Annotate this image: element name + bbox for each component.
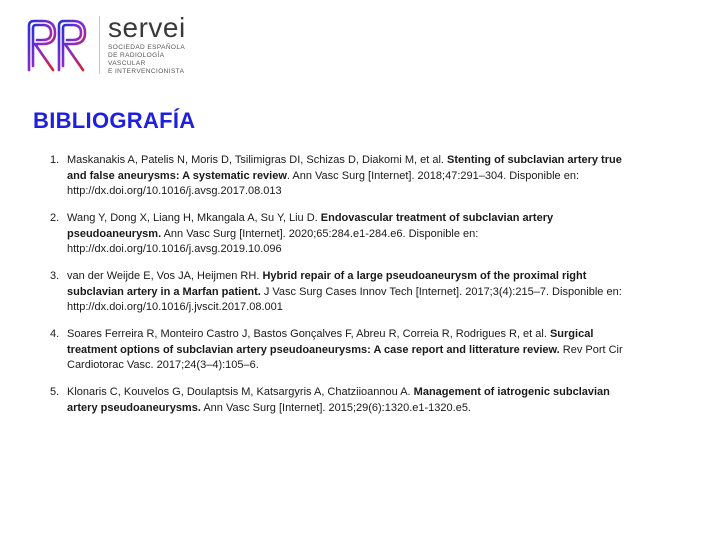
logo-text [108,12,186,76]
reference-source: Rev Port Cir Cardiotorac Vasc. 2017;24(3–4):105–6. [67,343,623,371]
page-title: BIBLIOGRAFÍA [33,108,196,133]
reference-authors: Soares Ferreira R, Monteiro Castro J, Bastos Gonçalves F, Abreu R, Correia R, Rodrigues R, et al. [67,328,550,340]
reference-text [67,269,637,316]
reference-title: Management of iatrogenic subclavian artery pseudoaneurysms. [67,386,610,414]
logo-subtitle-line: SOCIEDAD ESPAÑOLA [108,44,186,51]
reference-number: 2. [50,212,60,224]
reference-text [67,327,637,374]
servei-logo [23,12,186,76]
logo-divider [99,16,100,74]
reference-source: J Vasc Surg Cases Innov Tech [Internet]. 2017;3(4):215–7. Disponible en: http://dx.doi.org/10.1016/j.jvscit.2017.08.001 [67,285,622,313]
reference-list [37,153,637,428]
servei-logo-icon [23,16,93,76]
reference-title: Endovascular treatment of subclavian artery pseudoaneurysm. [67,212,554,240]
reference-item [37,153,637,200]
reference-title: Stenting of subclavian artery true and false aneurysms: A systematic review [67,154,622,182]
reference-source: Ann Vasc Surg [Internet]. 2015;29(6):1320.e1-1320.e5. [200,401,471,414]
reference-number: 5. [50,386,60,398]
logo-wordmark: servei [108,12,186,43]
reference-authors: Wang Y, Dong X, Liang H, Mkangala A, Su Y, Liu D. [67,212,321,224]
logo-subtitle-line: E INTERVENCIONISTA [108,68,185,75]
reference-number: 1. [50,154,60,166]
reference-item [37,211,637,258]
reference-source: Ann Vasc Surg [Internet]. 2020;65:284.e1-284.e6. Disponible en: http://dx.doi.org/10.1016/j.avsg.2019.10.096 [67,227,479,255]
logo-subtitle-line: DE RADIOLOGÍA [108,52,165,59]
reference-number: 3. [50,270,60,282]
reference-authors: van der Weijde E, Vos JA, Heijmen RH. [67,270,263,282]
reference-authors: Klonaris C, Kouvelos G, Doulaptsis M, Katsargyris A, Chatziioannou A. [67,386,414,398]
reference-text [67,385,637,416]
reference-authors: Maskanakis A, Patelis N, Moris D, Tsilimigras DI, Schizas D, Diakomi M, et al. [67,154,448,166]
reference-item [37,327,637,374]
logo-subtitle [108,44,186,76]
reference-item [37,269,637,316]
reference-title: Hybrid repair of a large pseudoaneurysm of the proximal right subclavian artery in a Marfan patient. [67,270,587,298]
reference-title: Surgical treatment options of subclavian artery pseudoaneurysms: A case report and litterature review. [67,328,594,356]
logo-subtitle-line: VASCULAR [108,60,146,67]
reference-item [37,385,637,416]
reference-text [67,153,637,200]
reference-source: . Ann Vasc Surg [Internet]. 2018;47:291–304. Disponible en: http://dx.doi.org/10.1016/j.avsg.2017.08.013 [67,169,580,197]
reference-text [67,211,637,258]
reference-number: 4. [50,328,60,340]
